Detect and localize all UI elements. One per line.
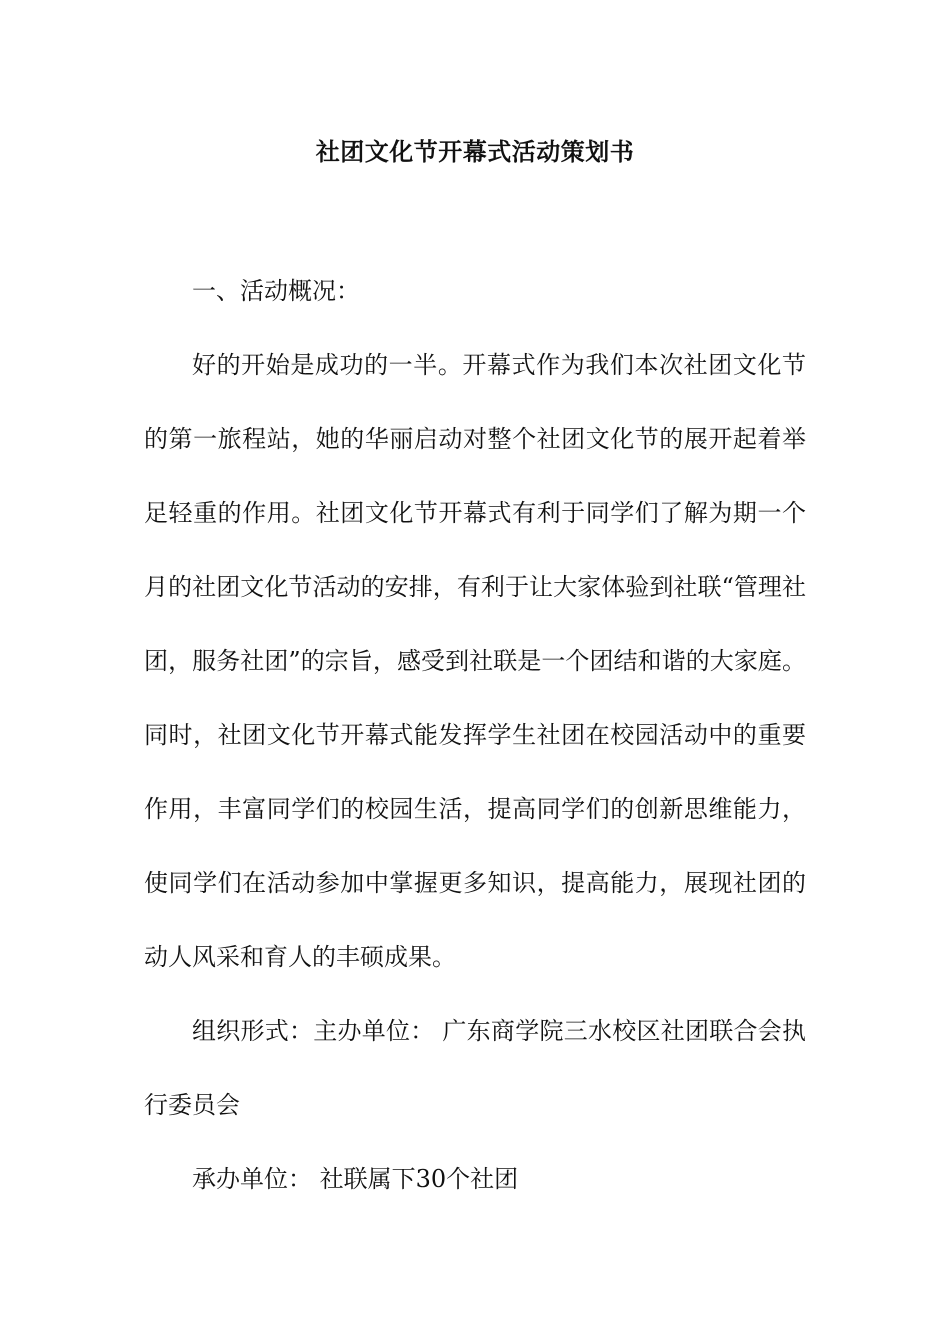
document-body	[144, 254, 806, 1216]
paragraph-organizer: 组织形式：主办单位： 广东商学院三水校区社团联合会执行委员会	[144, 1017, 806, 1119]
paragraph-overview: 好的开始是成功的一半。开幕式作为我们本次社团文化节的第一旅程站，她的华丽启动对整个社团文化节的展开起着举足轻重的作用。社团文化节开幕式有利于同学们了解为期一个月的社团文化节活动的安排，有利于让大家体验到社联“管理社团，服务社团”的宗旨，感受到社联是一个团结和谐的大家庭。同时，社团文化节开幕式能发挥学生社团在校园活动中的重要作用，丰富同学们的校园生活，提高同学们的创新思维能力，使同学们在活动参加中掌握更多知识，提高能力，展现社团的动人风采和育人的丰硕成果。	[144, 351, 806, 971]
paragraph-undertaker: 承办单位： 社联属下30个社团	[192, 1165, 519, 1193]
section-heading: 一、活动概况：	[192, 277, 360, 305]
document-title: 社团文化节开幕式活动策划书	[315, 137, 635, 166]
